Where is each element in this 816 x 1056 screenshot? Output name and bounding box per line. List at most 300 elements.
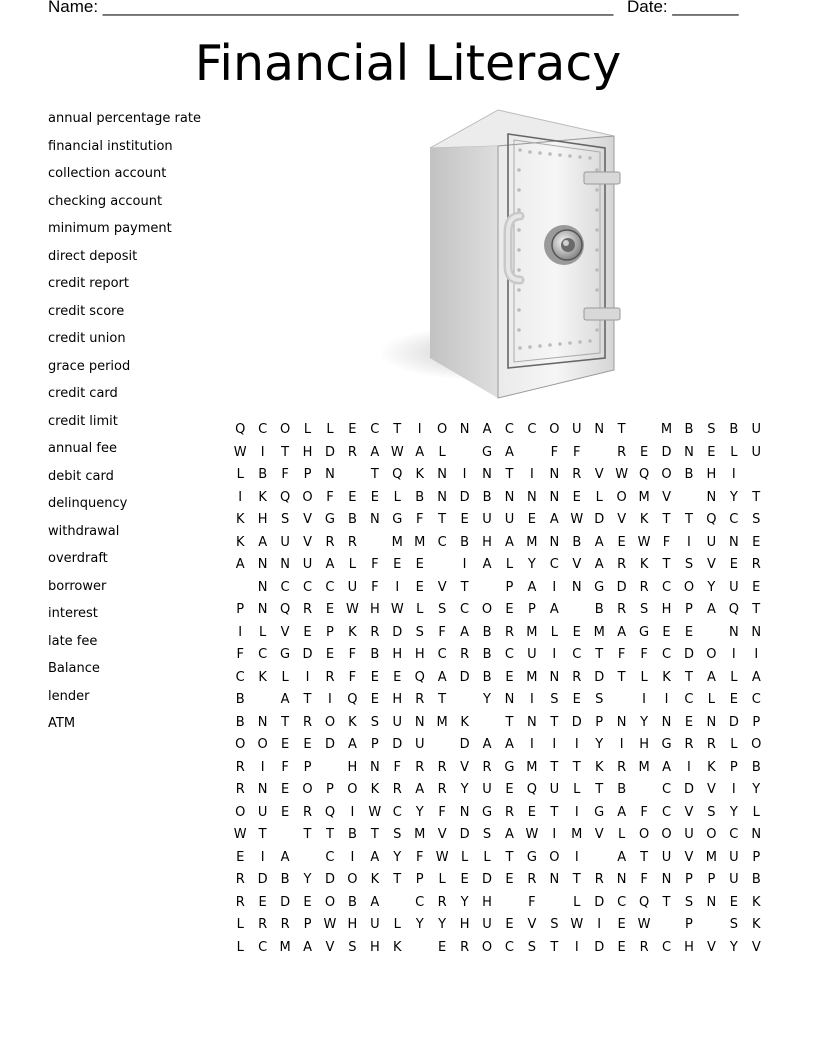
grid-cell[interactable]: Y [415, 917, 424, 932]
grid-cell[interactable]: I [238, 489, 243, 505]
grid-cell[interactable]: C [415, 894, 425, 910]
grid-cell[interactable]: D [459, 669, 470, 685]
grid-cell[interactable]: D [324, 737, 335, 752]
grid-cell[interactable]: T [438, 692, 447, 707]
grid-cell[interactable]: C [661, 579, 672, 595]
grid-cell[interactable]: A [617, 624, 627, 640]
grid-cell[interactable]: P [707, 872, 716, 887]
grid-cell[interactable] [655, 914, 677, 937]
grid-cell[interactable]: B [347, 512, 357, 527]
grid-cell[interactable]: V [706, 939, 716, 955]
grid-cell[interactable]: K [662, 669, 671, 685]
grid-cell[interactable]: L [303, 422, 312, 437]
grid-cell[interactable]: V [684, 849, 694, 865]
grid-cell[interactable]: L [573, 894, 581, 910]
grid-cell[interactable]: F [438, 624, 446, 640]
grid-cell[interactable]: V [617, 512, 627, 527]
grid-cell[interactable]: Y [595, 737, 604, 752]
grid-cell[interactable]: U [572, 422, 582, 437]
grid-cell[interactable]: R [235, 782, 245, 797]
grid-cell[interactable]: E [460, 512, 469, 527]
grid-cell[interactable]: B [751, 759, 761, 775]
grid-cell[interactable]: D [324, 872, 335, 887]
grid-cell[interactable]: U [370, 917, 380, 932]
grid-cell[interactable]: T [752, 489, 761, 505]
grid-cell[interactable]: E [348, 489, 357, 505]
grid-cell[interactable]: T [595, 647, 604, 662]
grid-cell[interactable]: I [350, 804, 355, 820]
grid-cell[interactable]: T [684, 669, 693, 685]
grid-cell[interactable]: T [550, 939, 559, 955]
grid-cell[interactable]: T [640, 849, 649, 865]
grid-cell[interactable]: C [684, 692, 694, 707]
grid-cell[interactable]: F [281, 759, 289, 775]
grid-cell[interactable]: B [460, 534, 470, 550]
grid-cell[interactable]: L [236, 917, 244, 932]
grid-cell[interactable]: D [257, 872, 268, 887]
grid-cell[interactable]: F [415, 849, 424, 865]
grid-cell[interactable]: Y [707, 579, 716, 595]
grid-cell[interactable]: V [437, 579, 447, 595]
grid-cell[interactable]: E [415, 557, 424, 572]
grid-cell[interactable]: U [302, 557, 313, 572]
grid-cell[interactable]: E [370, 692, 379, 707]
grid-cell[interactable]: I [664, 692, 669, 707]
grid-cell[interactable]: B [235, 692, 245, 707]
grid-cell[interactable]: D [661, 444, 672, 460]
grid-cell[interactable]: D [728, 714, 739, 730]
grid-cell[interactable]: W [233, 444, 247, 460]
grid-cell[interactable]: W [615, 467, 629, 482]
grid-cell[interactable]: F [236, 647, 244, 662]
grid-cell[interactable]: N [437, 489, 448, 505]
grid-cell[interactable]: F [617, 647, 626, 662]
grid-cell[interactable]: C [661, 939, 672, 955]
grid-cell[interactable]: N [257, 557, 268, 572]
grid-cell[interactable]: R [639, 939, 649, 955]
grid-cell[interactable]: A [415, 782, 425, 797]
grid-cell[interactable]: U [549, 782, 560, 797]
grid-cell[interactable]: Q [706, 512, 717, 527]
grid-cell[interactable]: R [482, 759, 492, 775]
grid-cell[interactable]: H [414, 647, 425, 662]
grid-cell[interactable]: F [326, 489, 334, 505]
grid-cell[interactable]: O [437, 422, 448, 437]
grid-cell[interactable]: A [527, 579, 537, 595]
grid-cell[interactable]: P [595, 714, 604, 730]
grid-cell[interactable]: S [707, 422, 716, 437]
grid-cell[interactable]: O [751, 737, 762, 752]
grid-cell[interactable]: H [369, 939, 380, 955]
grid-cell[interactable]: B [482, 669, 492, 685]
grid-cell[interactable]: P [303, 467, 312, 482]
grid-cell[interactable]: P [685, 872, 693, 887]
grid-cell[interactable]: T [370, 467, 379, 482]
grid-cell[interactable]: R [617, 444, 627, 460]
grid-cell[interactable]: E [617, 917, 626, 932]
grid-cell[interactable]: C [572, 647, 582, 662]
grid-cell[interactable]: O [235, 737, 246, 752]
grid-cell[interactable]: I [552, 827, 557, 842]
grid-cell[interactable]: S [550, 917, 559, 932]
grid-cell[interactable]: N [527, 714, 537, 730]
grid-cell[interactable]: Q [392, 467, 403, 482]
grid-cell[interactable]: W [435, 849, 449, 865]
grid-cell[interactable]: T [684, 512, 693, 527]
grid-cell[interactable]: F [573, 444, 581, 460]
grid-cell[interactable]: V [684, 804, 694, 820]
grid-cell[interactable]: U [729, 849, 739, 865]
grid-cell[interactable]: T [505, 467, 514, 482]
grid-cell[interactable]: E [752, 579, 761, 595]
grid-cell[interactable]: D [594, 894, 605, 910]
grid-cell[interactable]: A [505, 827, 514, 842]
grid-cell[interactable]: Y [483, 692, 491, 707]
grid-cell[interactable]: D [594, 939, 605, 955]
grid-cell[interactable]: T [550, 804, 559, 820]
grid-cell[interactable]: C [527, 422, 537, 437]
grid-cell[interactable]: M [526, 624, 538, 640]
grid-cell[interactable]: E [348, 422, 357, 437]
grid-cell[interactable]: K [639, 512, 649, 527]
grid-cell[interactable]: R [392, 782, 402, 797]
grid-cell[interactable]: I [462, 467, 467, 482]
grid-cell[interactable]: O [549, 849, 560, 865]
grid-cell[interactable]: L [326, 422, 334, 437]
grid-cell[interactable]: E [303, 624, 312, 640]
grid-cell[interactable]: O [257, 737, 268, 752]
grid-cell[interactable]: N [325, 467, 335, 482]
grid-cell[interactable]: N [661, 872, 672, 887]
grid-cell[interactable]: L [483, 849, 491, 865]
grid-cell[interactable]: N [706, 489, 717, 505]
grid-cell[interactable]: E [729, 557, 738, 572]
grid-cell[interactable]: Y [303, 872, 312, 887]
grid-cell[interactable]: Y [415, 804, 424, 820]
grid-cell[interactable]: S [482, 827, 492, 842]
grid-cell[interactable]: A [303, 939, 312, 955]
grid-cell[interactable]: T [572, 759, 581, 775]
grid-cell[interactable]: E [505, 917, 514, 932]
grid-cell[interactable]: E [639, 444, 649, 460]
grid-cell[interactable]: B [482, 647, 492, 662]
grid-cell[interactable]: R [347, 534, 357, 550]
grid-cell[interactable]: N [594, 422, 605, 437]
grid-cell[interactable]: E [527, 804, 537, 820]
grid-cell[interactable]: T [662, 512, 671, 527]
grid-cell[interactable]: A [751, 669, 761, 685]
grid-cell[interactable]: T [572, 872, 581, 887]
grid-cell[interactable]: M [593, 624, 605, 640]
grid-cell[interactable]: R [617, 557, 627, 572]
grid-cell[interactable]: N [549, 669, 560, 685]
grid-cell[interactable]: S [639, 602, 649, 617]
grid-cell[interactable]: P [303, 759, 312, 775]
grid-cell[interactable]: G [661, 737, 672, 752]
grid-cell[interactable]: Y [527, 557, 536, 572]
grid-cell[interactable]: E [527, 512, 537, 527]
grid-cell[interactable]: P [729, 759, 738, 775]
grid-cell[interactable]: A [482, 422, 492, 437]
grid-cell[interactable]: N [257, 782, 268, 797]
grid-cell[interactable]: R [235, 872, 245, 887]
grid-cell[interactable]: R [370, 624, 380, 640]
grid-cell[interactable]: P [752, 714, 761, 730]
grid-cell[interactable]: D [459, 827, 470, 842]
grid-cell[interactable]: W [525, 827, 539, 842]
grid-cell[interactable]: C [235, 669, 245, 685]
grid-cell[interactable]: E [415, 579, 424, 595]
grid-cell[interactable]: D [482, 872, 493, 887]
grid-cell[interactable]: V [594, 467, 604, 482]
grid-cell[interactable]: D [459, 737, 470, 752]
grid-cell[interactable]: C [460, 602, 470, 617]
grid-cell[interactable]: U [729, 872, 739, 887]
name-field[interactable]: Name: ______________________________________________________ [48, 0, 614, 16]
grid-cell[interactable] [341, 464, 363, 487]
grid-cell[interactable]: K [258, 669, 267, 685]
grid-cell[interactable]: A [370, 444, 380, 460]
grid-cell[interactable]: N [504, 692, 515, 707]
grid-cell[interactable]: K [393, 939, 402, 955]
grid-cell[interactable]: C [751, 692, 761, 707]
grid-cell[interactable]: N [257, 579, 268, 595]
grid-cell[interactable]: I [350, 849, 355, 865]
grid-cell[interactable]: Q [235, 422, 246, 437]
grid-cell[interactable]: U [392, 714, 403, 730]
grid-cell[interactable]: I [687, 534, 691, 550]
grid-cell[interactable]: U [482, 512, 492, 527]
grid-cell[interactable]: Q [638, 894, 650, 910]
grid-cell[interactable]: E [303, 894, 312, 910]
grid-cell[interactable] [543, 892, 565, 915]
grid-cell[interactable]: S [348, 939, 357, 955]
grid-cell[interactable]: W [570, 917, 584, 932]
grid-cell[interactable]: E [707, 444, 716, 460]
grid-cell[interactable]: O [549, 422, 560, 437]
grid-cell[interactable]: K [348, 714, 357, 730]
grid-cell[interactable]: D [324, 444, 335, 460]
grid-cell[interactable]: N [571, 579, 582, 595]
grid-cell[interactable]: C [729, 827, 739, 842]
grid-cell[interactable]: O [347, 782, 358, 797]
grid-cell[interactable] [453, 689, 475, 712]
grid-cell[interactable]: B [684, 467, 694, 482]
grid-cell[interactable]: M [660, 422, 673, 437]
grid-cell[interactable]: T [325, 827, 334, 842]
grid-cell[interactable]: V [303, 512, 312, 527]
grid-cell[interactable]: A [706, 602, 716, 617]
grid-cell[interactable]: K [235, 534, 245, 550]
grid-cell[interactable]: I [574, 849, 579, 865]
grid-cell[interactable]: B [572, 534, 582, 550]
grid-cell[interactable]: H [639, 737, 649, 752]
grid-cell[interactable]: R [706, 737, 716, 752]
grid-cell[interactable]: O [302, 489, 313, 505]
grid-cell[interactable]: F [371, 579, 379, 595]
grid-cell[interactable]: Y [393, 849, 402, 865]
grid-cell[interactable]: G [526, 849, 537, 865]
grid-cell[interactable]: W [390, 444, 404, 460]
grid-cell[interactable]: L [348, 557, 357, 572]
date-field[interactable]: Date: _______ [627, 0, 739, 16]
grid-cell[interactable]: R [460, 647, 470, 662]
grid-cell[interactable]: R [460, 939, 470, 955]
grid-cell[interactable]: A [235, 557, 245, 572]
grid-cell[interactable]: O [706, 827, 717, 842]
grid-cell[interactable]: F [348, 647, 357, 662]
grid-cell[interactable]: L [505, 557, 514, 572]
grid-cell[interactable]: T [303, 827, 312, 842]
grid-cell[interactable]: F [438, 804, 446, 820]
grid-cell[interactable]: I [687, 759, 691, 775]
grid-cell[interactable]: E [280, 737, 290, 752]
grid-cell[interactable]: H [661, 602, 672, 617]
grid-cell[interactable]: N [549, 489, 560, 505]
grid-cell[interactable]: T [281, 714, 290, 730]
grid-cell[interactable]: I [574, 939, 579, 955]
grid-cell[interactable]: S [752, 512, 761, 527]
grid-cell[interactable]: F [415, 512, 424, 527]
grid-cell[interactable]: E [572, 692, 581, 707]
grid-cell[interactable]: M [526, 669, 538, 685]
grid-cell[interactable]: S [550, 692, 559, 707]
grid-cell[interactable]: Q [279, 602, 291, 617]
grid-cell[interactable]: S [393, 827, 402, 842]
grid-cell[interactable]: A [505, 534, 514, 550]
grid-cell[interactable]: R [325, 534, 335, 550]
grid-cell[interactable]: N [369, 512, 380, 527]
grid-cell[interactable]: K [370, 872, 380, 887]
grid-cell[interactable]: F [550, 444, 559, 460]
grid-cell[interactable]: K [460, 714, 469, 730]
grid-cell[interactable]: A [594, 534, 604, 550]
grid-cell[interactable]: N [414, 714, 425, 730]
grid-cell[interactable]: P [326, 782, 334, 797]
grid-cell[interactable]: I [529, 692, 534, 707]
grid-cell[interactable]: E [662, 624, 671, 640]
grid-cell[interactable]: B [347, 894, 357, 910]
grid-cell[interactable]: V [706, 557, 716, 572]
grid-cell[interactable]: I [619, 737, 624, 752]
grid-cell[interactable]: U [751, 444, 762, 460]
grid-cell[interactable]: P [415, 872, 424, 887]
grid-cell[interactable]: G [594, 804, 605, 820]
grid-cell[interactable]: A [370, 849, 380, 865]
grid-cell[interactable]: S [684, 894, 694, 910]
grid-cell[interactable]: N [549, 872, 560, 887]
grid-cell[interactable]: F [348, 669, 357, 685]
grid-cell[interactable]: P [326, 624, 334, 640]
grid-cell[interactable] [521, 442, 543, 465]
grid-cell[interactable]: I [328, 692, 332, 707]
grid-cell[interactable]: L [236, 939, 244, 955]
grid-cell[interactable]: E [684, 714, 694, 730]
grid-cell[interactable]: I [529, 737, 534, 752]
grid-cell[interactable]: T [460, 579, 469, 595]
grid-cell[interactable]: L [640, 669, 648, 685]
grid-cell[interactable]: N [504, 489, 515, 505]
grid-cell[interactable]: T [752, 602, 761, 617]
grid-cell[interactable]: S [684, 557, 694, 572]
grid-cell[interactable]: D [392, 624, 403, 640]
grid-cell[interactable]: Y [438, 917, 447, 932]
grid-cell[interactable]: R [617, 602, 627, 617]
grid-cell[interactable]: I [417, 422, 422, 437]
grid-cell[interactable]: T [303, 692, 312, 707]
grid-cell[interactable]: R [617, 759, 627, 775]
grid-cell[interactable] [476, 712, 498, 735]
grid-cell[interactable]: N [684, 444, 694, 460]
grid-cell[interactable]: E [617, 534, 626, 550]
grid-cell[interactable] [610, 689, 632, 712]
grid-cell[interactable] [453, 442, 475, 465]
grid-cell[interactable]: N [661, 714, 672, 730]
grid-cell[interactable]: I [395, 579, 400, 595]
grid-cell[interactable]: M [279, 939, 291, 955]
grid-cell[interactable]: R [504, 804, 514, 820]
grid-cell[interactable]: L [730, 669, 738, 685]
grid-cell[interactable]: B [370, 647, 380, 662]
grid-cell[interactable]: W [345, 602, 359, 617]
grid-cell[interactable]: D [302, 647, 313, 662]
grid-cell[interactable]: R [437, 894, 447, 910]
grid-cell[interactable]: Y [460, 894, 469, 910]
grid-cell[interactable]: R [415, 759, 425, 775]
grid-cell[interactable]: E [729, 692, 738, 707]
grid-cell[interactable]: L [259, 624, 267, 640]
grid-cell[interactable]: B [235, 714, 245, 730]
grid-cell[interactable]: D [392, 737, 403, 752]
grid-cell[interactable]: B [617, 782, 627, 797]
grid-cell[interactable]: N [549, 467, 560, 482]
grid-cell[interactable]: N [437, 467, 448, 482]
grid-cell[interactable]: I [731, 467, 736, 482]
grid-cell[interactable]: C [325, 849, 335, 865]
grid-cell[interactable]: N [728, 534, 739, 550]
grid-cell[interactable]: C [661, 782, 672, 797]
grid-cell[interactable]: I [238, 624, 243, 640]
grid-cell[interactable]: N [706, 714, 717, 730]
grid-cell[interactable]: N [616, 872, 627, 887]
grid-cell[interactable]: O [638, 827, 650, 842]
grid-cell[interactable]: W [390, 602, 404, 617]
grid-cell[interactable]: L [752, 804, 760, 820]
grid-cell[interactable]: R [303, 804, 313, 820]
grid-cell[interactable]: E [460, 872, 469, 887]
grid-cell[interactable]: B [415, 489, 425, 505]
grid-cell[interactable]: R [684, 737, 694, 752]
grid-cell[interactable] [476, 577, 498, 600]
grid-cell[interactable]: R [594, 872, 604, 887]
grid-cell[interactable]: G [481, 444, 493, 460]
grid-cell[interactable]: B [482, 489, 492, 505]
grid-cell[interactable]: R [303, 714, 313, 730]
grid-cell[interactable]: L [730, 737, 738, 752]
grid-cell[interactable]: R [751, 557, 761, 572]
grid-cell[interactable]: I [260, 759, 265, 775]
grid-cell[interactable]: R [415, 692, 425, 707]
grid-cell[interactable]: K [752, 917, 761, 932]
grid-cell[interactable]: A [347, 737, 357, 752]
grid-cell[interactable]: C [370, 422, 380, 437]
grid-cell[interactable]: E [393, 557, 402, 572]
grid-cell[interactable]: Y [752, 782, 761, 797]
grid-cell[interactable]: I [552, 647, 557, 662]
grid-cell[interactable]: B [258, 467, 268, 482]
grid-cell[interactable]: G [280, 647, 291, 662]
grid-cell[interactable]: I [731, 782, 736, 797]
